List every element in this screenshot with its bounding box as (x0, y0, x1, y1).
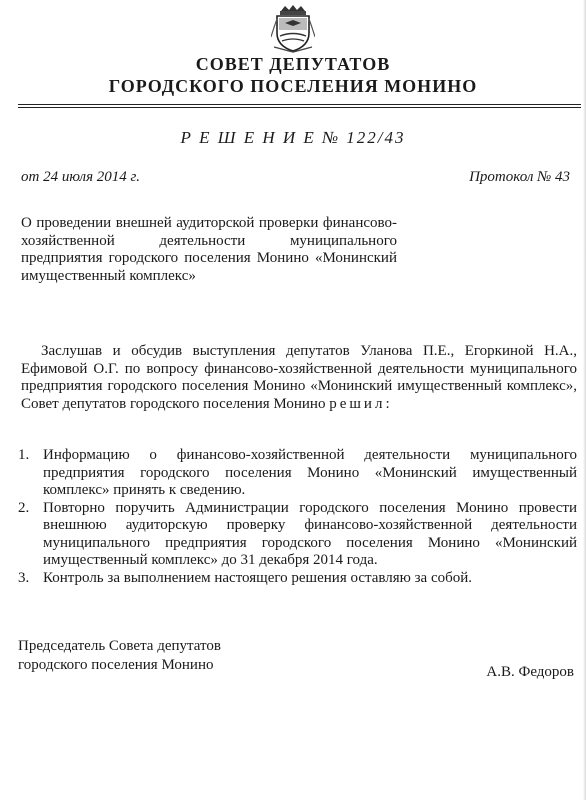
decision-item (18, 570, 577, 588)
resolved-word: решил: (329, 395, 393, 412)
decision-title: Р Е Ш Е Н И Е № 122/43 (180, 128, 406, 147)
item-number: 1. (18, 447, 30, 463)
item-text: Повторно поручить Администрации городского поселения Монино провести внешнюю аудиторскую проверку финансово-хозяйственной деятельности муниципального предприятия городского поселения Монино «Монинский имущественный комплекс» до 31 декабря 2014 года. (43, 499, 577, 568)
signatory-position-line-2: городского поселения Монино (18, 657, 214, 673)
header-divider (18, 104, 581, 108)
decision-items (18, 447, 577, 587)
decision-date: от 24 июля 2014 г. (21, 169, 140, 185)
protocol-number: Протокол № 43 (469, 169, 570, 185)
preamble-paragraph (21, 343, 577, 413)
item-number: 2. (18, 499, 30, 516)
decision-item (18, 447, 577, 500)
organization-title-line-1: СОВЕТ ДЕПУТАТОВ (195, 54, 391, 74)
decision-subject: О проведении внешней аудиторской проверки финансово-хозяйственной деятельности муниципального предприятия городского поселения Монино «Монинский имущественный комплекс» (21, 215, 397, 284)
town-coat-of-arms-icon (271, 3, 315, 53)
item-number: 3. (18, 569, 30, 586)
item-text: Информацию о финансово-хозяйственной деятельности муниципального предприятия городского поселения Монино «Монинский имущественный комплекс» принять к сведению. (43, 447, 577, 498)
signatory-position (18, 637, 221, 675)
decision-item (18, 500, 577, 570)
organization-title-line-2: ГОРОДСКОГО ПОСЕЛЕНИЯ МОНИНО (108, 76, 478, 96)
signatory-name: А.В. Федоров (486, 664, 574, 680)
preamble-text: Заслушав и обсудив выступления депутатов Уланова П.Е., Егоркиной Н.А., Ефимовой О.Г. по вопросу финансово-хозяйственной деятельности муниципального предприятия городского поселения Монино «Монинский имущественный комплекс», Совет депутатов городского поселения Монино (21, 343, 577, 412)
item-text: Контроль за выполнением настоящего решения оставляю за собой. (43, 569, 473, 586)
signatory-position-line-1: Председатель Совета депутатов (18, 638, 221, 654)
